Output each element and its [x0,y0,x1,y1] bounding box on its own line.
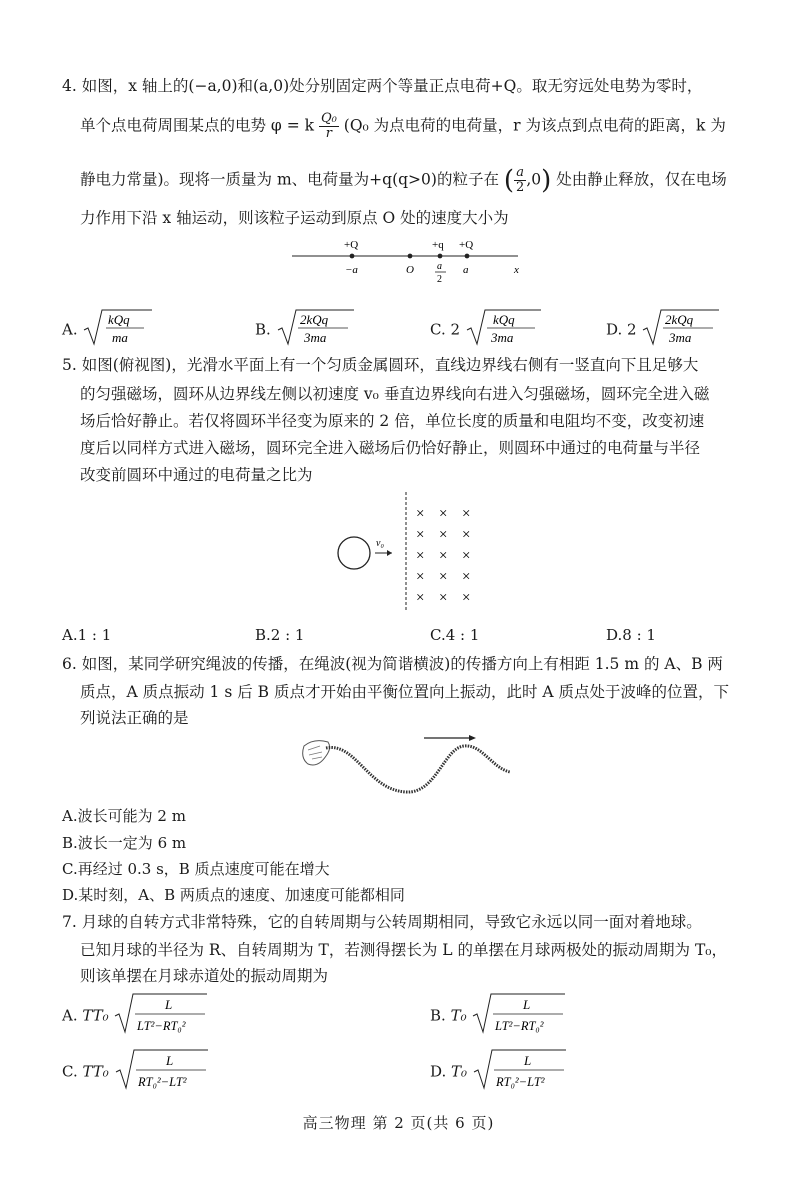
page-footer: 高三物理 第 2 页(共 6 页) [302,1114,495,1132]
sqrt-icon [471,992,567,1041]
q7-option-a[interactable]: A. TT₀ L LT²−RT₀² [62,992,209,1041]
field-cross-icon: × [439,548,448,564]
q5-line2: 的匀强磁场，圆环从边界线左侧以初速度 v₀ 垂直边界线向右进入匀强磁场，圆环完全进入磁 [80,385,710,403]
field-cross-icon: × [462,527,471,543]
magnetic-field-crosses [416,506,470,606]
field-cross-icon: × [439,527,448,543]
svg-text:LT²−RT₀²: LT²−RT₀² [495,1019,544,1033]
q5-line1: 5. 如图(俯视图)，光滑水平面上有一个匀质金属圆环，直线边界线右侧有一竖直向下且足够大 [62,356,699,374]
field-cross-icon: × [439,590,448,606]
svg-text:L: L [523,1053,532,1068]
svg-text:ma: ma [112,330,129,345]
q4-line3: 静电力常量)。现将一质量为 m、电荷量为+q(q>0)的粒子在 ( $\frac{a}{2}$ ,0) 处由静止释放，仅在电场 [80,165,727,196]
field-cross-icon: × [416,590,425,606]
svg-text:RT₀²−LT²: RT₀²−LT² [495,1075,545,1089]
field-cross-icon: × [462,569,471,585]
sqrt-icon [641,308,721,353]
label-half-a-num: a [437,261,442,272]
q4-option-d[interactable]: D. 2 2kQq 3ma [606,308,721,353]
sqrt-icon [276,308,356,353]
q6-option-a[interactable]: A.波长可能为 2 m [62,807,186,825]
svg-text:3ma: 3ma [490,330,514,345]
label-left-Q: +Q [344,239,359,251]
propagation-arrowhead [469,735,476,741]
sqrt-icon [113,992,209,1041]
q4-option-a[interactable]: A. kQq ma [62,308,154,353]
svg-text:L: L [165,997,173,1012]
q5-option-d[interactable]: D.8 : 1 [606,626,656,644]
q5-magnetic-field-figure [330,490,490,615]
svg-text:L: L [523,997,531,1012]
q5-option-b[interactable]: B.2 : 1 [255,626,305,644]
label-origin: O [406,264,414,276]
q5-option-a[interactable]: A.1 : 1 [62,626,112,644]
charge-left [350,254,355,259]
q7-line3: 则该单摆在月球赤道处的振动周期为 [80,967,329,985]
q6-option-d[interactable]: D.某时刻，A、B 两质点的速度、加速度可能都相同 [62,886,405,904]
q4-axis-figure [290,236,530,288]
sqrt-icon [82,308,154,353]
sqrt-icon [114,1048,210,1097]
q4-option-b[interactable]: B. 2kQq 3ma [255,308,356,353]
field-cross-icon: × [462,506,471,522]
svg-text:kQq: kQq [108,312,131,327]
label-particle-q: +q [432,239,444,251]
label-neg-a: −a [345,264,358,276]
metal-ring [338,537,370,569]
q7-line2: 已知月球的半径为 R、自转周期为 T，若测得摆长为 L 的单摆在月球两极处的振动周期为 T₀， [80,941,727,959]
q6-rope-wave-figure [296,728,526,800]
label-half-a-den: 2 [437,274,442,285]
q5-line5: 改变前圆环中通过的电荷量之比为 [80,466,313,484]
field-cross-icon: × [416,506,425,522]
potential-fraction: $\frac{\text{Q₀}}{r}$ [320,111,337,141]
q5-option-c[interactable]: C.4 : 1 [430,626,480,644]
label-right-Q: +Q [459,239,474,251]
svg-text:RT₀²−LT²: RT₀²−LT² [137,1075,187,1089]
label-x: x [514,264,519,276]
q4-line4: 力作用下沿 x 轴运动，则该粒子运动到原点 O 处的速度大小为 [80,209,509,227]
svg-text:LT²−RT₀²: LT²−RT₀² [137,1019,187,1033]
q6-line3: 列说法正确的是 [80,709,189,727]
charge-right [465,254,470,259]
svg-text:L: L [165,1053,173,1068]
velocity-arrowhead [387,550,392,556]
q6-option-c[interactable]: C.再经过 0.3 s，B 质点速度可能在增大 [62,860,330,878]
q4-line1: 4. 如图，x 轴上的(−a,0)和(a,0)处分别固定两个等量正点电荷+Q。取无穷远处电势为零时， [62,77,703,95]
q4-option-c[interactable]: C. 2 kQq 3ma [430,308,543,353]
svg-text:2kQq: 2kQq [665,312,694,327]
hand-icon [303,741,330,765]
field-cross-icon: × [439,506,448,522]
release-point-fraction: $\frac{a}{2}$ [516,165,525,195]
q7-option-b[interactable]: B. T₀ L LT²−RT₀² [430,992,567,1041]
origin-point [408,254,413,259]
hand-lines-icon [308,746,322,759]
q6-line2: 质点，A 质点振动 1 s 后 B 质点才开始由平衡位置向上振动，此时 A 质点处于波峰的位置，下 [80,683,730,701]
field-cross-icon: × [416,569,425,585]
sqrt-icon [472,1048,568,1097]
svg-text:3ma: 3ma [669,330,692,345]
q7-line1: 7. 月球的自转方式非常特殊，它的自转周期与公转周期相同，导致它永远以同一面对着地球。 [62,913,702,931]
q7-option-d[interactable]: D. T₀ L RT₀²−LT² [430,1048,568,1097]
field-cross-icon: × [416,527,425,543]
rope-wave [326,746,510,792]
sqrt-icon [465,308,543,353]
charge-q-particle [438,254,443,259]
svg-text:2kQq: 2kQq [299,312,328,327]
velocity-label: v₀ [376,538,384,549]
field-cross-icon: × [416,548,425,564]
q6-line1: 6. 如图，某同学研究绳波的传播，在绳波(视为简谐横波)的传播方向上有相距 1.5 m 的 A、B 两 [62,655,723,673]
label-a: a [463,264,469,276]
q5-line4: 度后以同样方式进入磁场，圆环完全进入磁场后仍恰好静止，则圆环中通过的电荷量与半径 [80,439,701,457]
q5-line3: 场后恰好静止。若仅将圆环半径变为原来的 2 倍，单位长度的质量和电阻均不变，改变初速 [80,412,705,430]
field-cross-icon: × [462,590,471,606]
q7-option-c[interactable]: C. TT₀ L RT₀²−LT² [62,1048,210,1097]
field-cross-icon: × [462,548,471,564]
svg-text:3ma: 3ma [303,330,326,345]
q6-option-b[interactable]: B.波长一定为 6 m [62,834,187,852]
field-cross-icon: × [439,569,448,585]
svg-text:kQq: kQq [492,312,515,327]
q4-line2: 单个点电荷周围某点的电势 φ = k $\frac{\text{Q₀}}{r}$ (Q₀ 为点电荷的电荷量，r 为该点到点电荷的距离，k 为 [80,111,726,141]
